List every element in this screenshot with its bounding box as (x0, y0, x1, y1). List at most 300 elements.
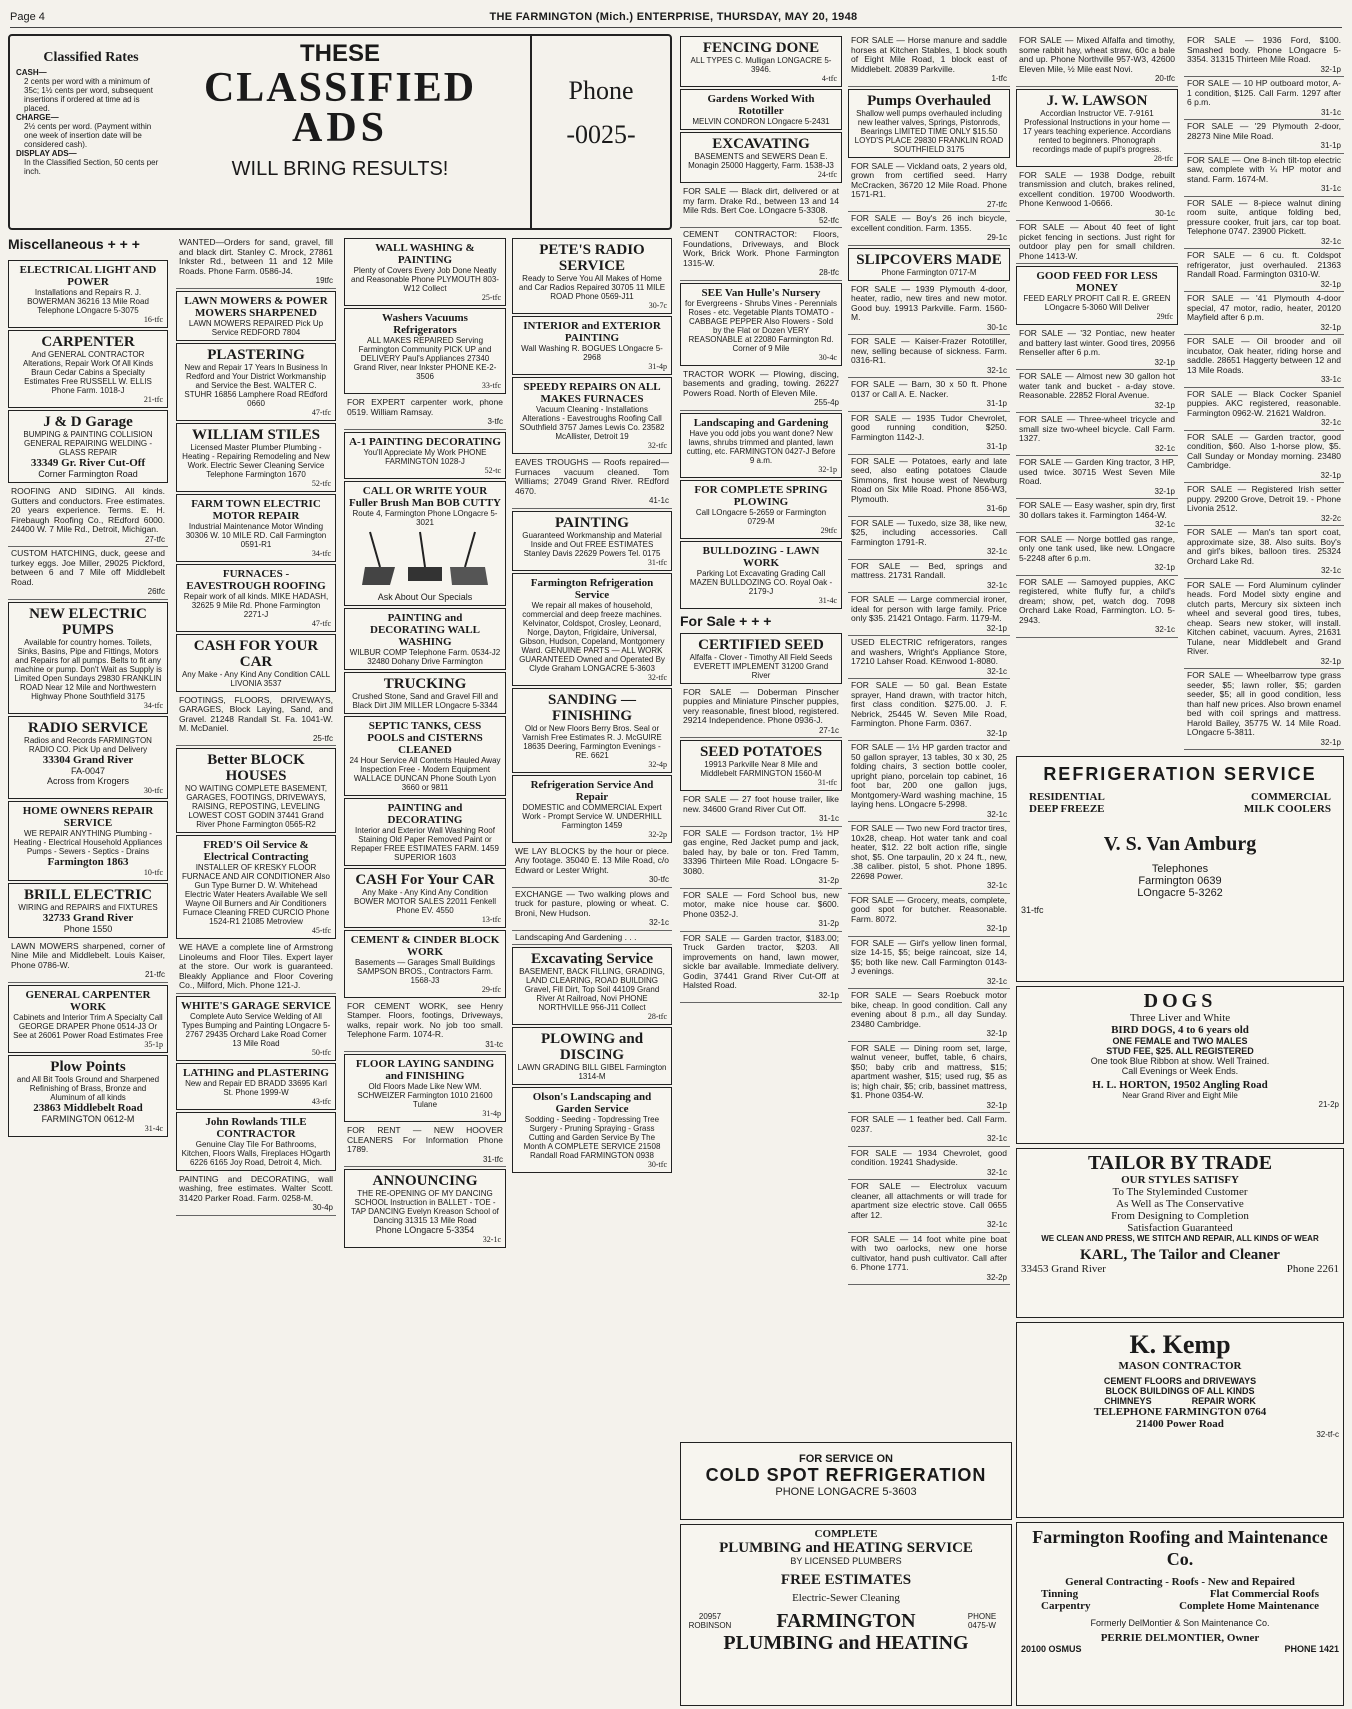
ad-tag: 31-1p (986, 442, 1007, 451)
roofing-l1: General Contracting - Roofs - New and Repaired (1065, 1576, 1295, 1588)
ad-heading: CARPENTER (41, 334, 135, 350)
ad-tag: 31-4p (648, 362, 667, 371)
ad-text: FOR SALE — Two new Ford tractor tires, 10x28, cheap. Hot water tank and coal heater, $12. 22 bolt action rifle, single shot, $5. One tarpaulin, 20 x 24 ft., new, .38 caliber. pistol, 5 shot. Phone 1895. 22698 Power. (851, 823, 1007, 881)
column-1 (8, 258, 168, 1704)
roofing-ad (1016, 1522, 1344, 1706)
classified-ad (1184, 154, 1344, 197)
classified-ad (176, 941, 336, 994)
ad-tag: 32-1c (1320, 236, 1341, 246)
ad-heading: John Rowlands TILE CONTRACTOR (205, 1115, 307, 1140)
roofing-title: Farmington Roofing and Maintenance Co. (1032, 1527, 1328, 1569)
ad-body: Genuine Clay Tile For Bathrooms, Kitchen, Floors Walls, Fireplaces HOgarth 6226 6165 Joy Road, Detroit 4, Mich. (181, 1139, 331, 1167)
cold-spot-l3: PHONE LONGACRE 5-3603 (775, 1486, 917, 1498)
ad-text: FOR CEMENT WORK, see Henry Stamper. Floors, footings, Driveways, walks, repair work. No job too small. Telephone Farm. 1074-R. (347, 1000, 503, 1039)
display-ad (344, 1054, 506, 1122)
roofing-l2a: Tinning (1041, 1588, 1079, 1600)
plumbing-addr: 20957 ROBINSON (688, 1612, 732, 1630)
ad-tag: 32-tfc (647, 441, 667, 450)
ad-tag: 35-1p (144, 1039, 163, 1049)
display-ad (1016, 89, 1178, 167)
display-ad (512, 377, 672, 454)
ad-body: ALL MAKES REPAIRED Serving Farmington Community PICK UP and DELIVERY Paul's Appliances 27340 Grand River, near Inkster PHONE KE-2-3506 (353, 336, 497, 381)
ad-body: Vacuum Cleaning - Installations Alterations - Eavestroughs Roofing Call SOuthfield 3757 James Lewis Co. 23582 McAllister, Detroit 19 (519, 405, 665, 441)
ad-heading: PETE'S RADIO SERVICE (539, 242, 645, 274)
display-ad (848, 89, 1010, 158)
classified-ad (680, 368, 842, 411)
ad-tag: 32-1c (986, 365, 1007, 375)
classified-ad (848, 593, 1010, 636)
ad-text: FOR SALE — Bed, springs and mattress. 21731 Randall. (851, 560, 1007, 580)
classified-ad (1016, 456, 1178, 499)
ad-body: NO WAITING COMPLETE BASEMENT, GARAGES, FOOTINGS, DRIVEWAYS, RAISING, REPOSTING, LEVELING LOWEST COST GODIN 37441 Grand River Phone Farmington 0565-R2 (185, 784, 327, 829)
ad-text: FOR SALE — Sears Roebuck motor bike, cheap. In good condition. Call any evening about 8 p.m., all day Sunday. 23480 Cambridge. (851, 990, 1007, 1029)
ad-tag: 32-1c (986, 881, 1007, 890)
ad-tag: 32-1p (1320, 737, 1341, 747)
ad-body: Radios and Records FARMINGTON RADIO CO. Pick Up and Delivery (24, 735, 152, 754)
ad-tag: 255-4p (814, 398, 839, 407)
classified-ad (848, 560, 1010, 594)
ad-text: LAWN MOWERS sharpened, corner of Nine Mile and Middlebelt. Louis Kaiser, Phone 0786-W. (11, 940, 165, 970)
cold-spot-l2: COLD SPOT REFRIGERATION (705, 1465, 987, 1485)
classified-ad (1184, 335, 1344, 388)
classified-ad (848, 937, 1010, 990)
ad-heading: SEPTIC TANKS, CESS POOLS and CISTERNS CLEANED (367, 719, 483, 756)
ad-text: CUSTOM HATCHING, duck, geese and turkey eggs. Joe Miller, 29025 Pickford, between 6 and 7 Mile off Middlebelt Road. (11, 548, 165, 587)
ad-text: FOR SALE — 1½ HP garden tractor and 50 gallon sprayer, 13 tables, 30 x 30, 25 folding chairs, 3 section bottle cooler, upright piano, porcelain top cabinet, 16 foot bar, 200 one gallon jugs, Montgomery-Ward washing machine, 15 laying hens. LOngacre 5-2998. (851, 742, 1007, 809)
ad-tag: 32-1c (986, 809, 1007, 819)
ad-body: Sodding - Seeding - Topdressing Tree Surgery - Pruning Spraying - Grass Cutting and Garden Service By The Month A COMPLETE SERVICE 21508 Randall Road FARMINGTON 0938 (523, 1115, 661, 1160)
classified-ad (848, 455, 1010, 517)
masthead (10, 6, 1342, 28)
phone-box (530, 36, 670, 228)
ad-tag: 28-tfc (818, 268, 839, 277)
display-ad (8, 1055, 168, 1137)
classified-ad (848, 1233, 1010, 1286)
ad-tag: 25-tfc (481, 293, 501, 302)
kemp-l5: TELEPHONE FARMINGTON 0764 (1093, 1406, 1267, 1418)
ad-tag: 31-1p (1320, 141, 1341, 150)
ad-text: FOOTINGS, FLOORS, DRIVEWAYS, GARAGES, Block Laying, Sand, and Gravel. 21248 Randall St. Fa. 1041-W. M. McDaniel. (179, 694, 333, 733)
ad-tag: 31-tfc (482, 1154, 503, 1164)
ad-tag: 32-1p (986, 1029, 1007, 1038)
ad-text: FOR SALE — 1935 Tudor Chevrolet, good running condition, $250. Farmington 1142-J. (851, 412, 1007, 442)
misc-header (8, 236, 168, 258)
classified-ad (680, 889, 842, 932)
classified-ad (680, 228, 842, 281)
display-ad (176, 1063, 336, 1110)
tailor-l7: KARL, The Tailor and Cleaner (1080, 1247, 1280, 1263)
roofing-l4: Formerly DelMontier & Son Maintenance Co. (1090, 1618, 1270, 1628)
ad-text: FOR SALE — Kaiser-Frazer Rototiller, new, selling because of sickness. Farm. 0316-R1. (851, 336, 1007, 365)
ad-tag: 29-1c (986, 233, 1007, 242)
refrig-tel: Telephones (1151, 863, 1209, 875)
banner-center (190, 40, 490, 181)
ad-text: FOR SALE — '29 Plymouth 2-door, 28273 Nine Mile Road. (1187, 121, 1341, 141)
ad-heading: J & D Garage (43, 414, 133, 430)
kemp-l3: BLOCK BUILDINGS OF ALL KINDS (1105, 1386, 1255, 1396)
ad-tag: 31-tfc (647, 557, 667, 567)
tailor-ad (1016, 1148, 1344, 1318)
ad-heading: CEMENT & CINDER BLOCK WORK (350, 933, 500, 958)
classified-ad (848, 989, 1010, 1042)
display-ad (680, 36, 842, 87)
display-ad (680, 132, 842, 183)
ad-heading: NEW ELECTRIC PUMPS (29, 605, 147, 638)
ad-body: And GENERAL CONTRACTOR Alterations, Repair Work Of All Kinds Braun Cedar Cabins a Specialty Estimates Free RUSSELL W. ELLIS Phone Farm. 1018-J (22, 350, 154, 395)
ad-tag: 32-1p (1320, 322, 1341, 332)
plumbing-name: FARMINGTON (776, 1610, 916, 1632)
plumbing-l6: PLUMBING and HEATING (723, 1632, 969, 1654)
dogs-title: DOGS (1143, 990, 1217, 1012)
dogs-l5: One took Blue Ribbon at show. Well Trained. (1090, 1056, 1270, 1066)
ad-tag: 41-1c (648, 496, 669, 505)
dogs-l1: Three Liver and White (1129, 1012, 1231, 1024)
ad-body: You'll Appreciate My Work PHONE FARMINGTON 1028-J (363, 447, 487, 466)
classified-ad (1016, 499, 1178, 533)
refrig-row (1021, 785, 1339, 821)
classified-ad (848, 378, 1010, 412)
ad-tag: 52-tfc (818, 215, 839, 225)
ad-tag: 28-tfc (647, 1012, 667, 1021)
ad-tag: 30-tfc (143, 785, 163, 795)
ad-heading: A-1 PAINTING DECORATING (349, 435, 501, 448)
display-ad (512, 1027, 672, 1085)
ad-text: FOR SALE — Electrolux vacuum cleaner, all attachments or will trade for apartment size electric stove. Call 0655 after 12. (851, 1181, 1007, 1220)
ad-body: WILBUR COMP Telephone Farm. 0534-J2 32480 Dohany Drive Farmington (349, 647, 501, 666)
ad-text: TRACTOR WORK — Plowing, discing, basements and grading, towing. 26227 Powers Road. North of Eleven Mile. (683, 368, 839, 398)
ad-tag: 33-tfc (481, 381, 501, 390)
classified-ad (1184, 483, 1344, 526)
ad-text: FOR SALE — Horse manure and saddle horses at Kitchen Stables, 1 block south of Eight Mile Road, 1 block east of Middlebelt. 20839 Parkville. (851, 35, 1007, 74)
display-ad (512, 1087, 672, 1173)
display-ad (8, 985, 168, 1053)
ad-text: ROOFING AND SIDING. All kinds. Gutters and conductors. Free estimates. 20 years experience. Terms. E. H. Firebaugh Roofing Co., REdford 6000. 24400 W. 7 Mile Rd., Detroit, Michigan. (11, 486, 165, 534)
display-ad (848, 248, 1010, 281)
classified-ad (848, 679, 1010, 741)
ad-tag: 32-1c (1320, 566, 1341, 575)
ad-text: FOR SALE — Doberman Pinscher puppies and Miniature Pinscher puppies, very reasonable, finest blood, registered. 29214 Independence. Phone 0936-J. (683, 686, 839, 725)
ad-text: PAINTING and DECORATING, wall washing, free estimates. Walter Scott. 31420 Parker Road. Farm. 0258-M. (179, 1173, 333, 1203)
ad-body: 19913 Parkville Near 8 Mile and Middlebelt FARMINGTON 1560-M (700, 760, 822, 778)
ad-tag: 13-tfc (481, 914, 501, 924)
ad-tag: 31-tfc (817, 778, 837, 787)
display-ad (344, 868, 506, 928)
ad-text: USED ELECTRIC refrigerators, ranges and washers, Wright's Appliance Store, 17210 Lahser Road. KEnwood 1-8080. (851, 637, 1007, 666)
display-ad (512, 573, 672, 686)
ad-addr: 32733 Grand River (42, 911, 134, 924)
ad-tag: 47-tfc (311, 618, 331, 628)
ad-body: Licensed Master Plumber Plumbing - Heating - Repairing Remodeling and New Work. Electric Sewer Cleaning Service Telephone Farmington 1670 (182, 442, 330, 479)
ad-tag: 33-1c (1320, 375, 1341, 384)
tailor-l4: From Designing to Completion (1111, 1210, 1249, 1222)
ad-heading: Olson's Landscaping and Garden Service (532, 1091, 652, 1115)
ad-heading: LAWN MOWERS & POWER MOWERS SHARPENED (184, 294, 328, 319)
plumbing-row (685, 1610, 1007, 1632)
banner-ads: ADS (291, 105, 389, 151)
display-ad (176, 494, 336, 562)
refrig-title: REFRIGERATION SERVICE (1043, 764, 1317, 784)
display-ad (680, 89, 842, 130)
classified-ad (344, 396, 506, 430)
column-5 (680, 34, 842, 1434)
ad-tag: 30-tfc (648, 875, 669, 884)
ad-heading: SEED POTATOES (699, 744, 823, 760)
classified-ad (344, 1000, 506, 1053)
ad-heading: GENERAL CARPENTER WORK (25, 988, 151, 1013)
ad-heading: CASH FOR YOUR CAR (193, 637, 319, 670)
ad-text: FOR SALE — Registered Irish setter puppy. 29200 Grove, Detroit 19. - Phone Livonia 2512. (1187, 484, 1341, 513)
ad-tag: 32-1p (818, 990, 839, 1000)
ad-text: FOR SALE — Garden King tractor, 3 HP, used twice. 30715 West Seven Mile Road. (1019, 457, 1175, 486)
dogs-l3: ONE FEMALE and TWO MALES (1112, 1036, 1248, 1046)
ad-tag: 52-tc (484, 465, 501, 475)
column-4 (512, 236, 672, 1704)
ad-body: Any Make - Any Kind Any Condition BOWER MOTOR SALES 22011 Fenkell Phone EV. 4550 (354, 887, 496, 915)
ad-body: and All Bit Tools Ground and Sharpened Refinishing of Brass, Bronze and Aluminum of all kinds (16, 1074, 160, 1102)
classified-ad (512, 931, 672, 946)
ad-text: FOR SALE — 1936 Ford, $100. Smashed body. Phone LOngacre 5-3354. 31315 Thirteen Mile Road. (1187, 35, 1341, 64)
kemp-ad (1016, 1322, 1344, 1518)
ad-tag: 3-tfc (487, 417, 503, 426)
display-ad (344, 798, 506, 866)
classified-ad (680, 827, 842, 889)
ad-body: BASEMENT, BACK FILLING, GRADING, LAND CLEARING, ROAD BUILDING Gravel, Fill Dirt, Top Soil 44109 Grand River At Railroad, Novi PHONE NORTHVILLE 956-J11 Collect (519, 967, 665, 1012)
ad-body: BASEMENTS and SEWERS Dean E. Monagin 25000 Haggerty, Farm. 1538-J3 (688, 152, 834, 170)
display-ad (8, 602, 168, 714)
ad-tag: 34-tfc (311, 548, 331, 558)
kemp-title: K. Kemp (1129, 1330, 1231, 1359)
ad-tag: 27-tfc (986, 199, 1007, 209)
ad-addr2: FA-0047 (70, 765, 106, 776)
ad-tag: 31-2p (818, 919, 839, 928)
ad-tag: 32-1p (1154, 563, 1175, 572)
ad-addr: 23863 Middlebelt Road (33, 1101, 143, 1114)
display-ad (512, 316, 672, 375)
ad-tag: 28-tfc (1153, 153, 1173, 163)
ad-tag: 19tfc (315, 276, 333, 285)
display-ad (176, 343, 336, 421)
ad-tag: 30-7c (648, 301, 667, 310)
ad-tag: 43-tfc (311, 1096, 331, 1106)
ad-body: FEED EARLY PROFIT Call R. E. GREEN LOngacre 5-3060 Will Deliver (1023, 294, 1171, 312)
classified-ad (848, 1180, 1010, 1233)
ad-heading: SLIPCOVERS MADE (856, 251, 1002, 268)
refrig-tag: 31-tfc (1021, 905, 1044, 915)
ad-text: EAVES TROUGHS — Roofs repaired—Furnaces vacuum cleaned. Tom Williams; 27049 Grand River. REdford 4670. (515, 457, 669, 496)
ad-heading: ANNOUNCING (372, 1173, 478, 1189)
ad-body: Industrial Maintenance Motor Winding 30306 W. 10 MILE RD. Call Farmington 0591-R1 (185, 521, 327, 549)
ad-heading: Pumps Overhauled (867, 92, 991, 109)
kemp-l4a: CHIMNEYS (1104, 1396, 1152, 1406)
ad-heading: CALL OR WRITE YOUR Fuller Brush Man BOB CUTTY (349, 484, 501, 509)
ad-text: FOR SALE — Dining room set, large, walnut veneer, buffet, table, 6 chairs, $50; baby crib and mattress, $15; apartment washer, $15; used rug, $5 as is; high chair, $5; crib, bassinet mattress, $1. Phone 0354-W. (851, 1042, 1007, 1100)
ad-text: FOR SALE — 1938 Dodge, rebuilt transmission and clutch, brakes relined, excellent condition. 19700 Woodworth. Phone Kenwood 1-0666. (1019, 169, 1175, 208)
ad-body: DOMESTIC and COMMERCIAL Expert Work - Prompt Service W. UNDERHILL Farmington 1459 (522, 802, 662, 830)
ad-body: New and Repair ED BRADD 33695 Karl St. Phone 1999-W (185, 1078, 327, 1097)
banner-classified: CLASSIFIED (203, 65, 477, 111)
cold-spot-ad (680, 1442, 1012, 1520)
roofing-row2 (1021, 1588, 1339, 1600)
dogs-l7: H. L. HORTON, 19502 Angling Road (1092, 1079, 1268, 1091)
ad-addr: 33349 Gr. River Cut-Off (30, 457, 146, 469)
display-ad (8, 801, 168, 881)
display-ad (680, 541, 842, 609)
ad-tag: 31-1c (1320, 184, 1341, 193)
ad-body: Any Make - Any Kind Any Condition CALL LIVONIA 3537 (181, 669, 331, 688)
ad-tag: 30-4p (312, 1203, 333, 1212)
display-ad (512, 947, 672, 1025)
ad-heading: EXCAVATING (712, 136, 810, 152)
ad-body: THE RE-OPENING OF MY DANCING SCHOOL Instruction in BALLET - TOE - TAP DANCING Evelyn Kreason School of Dancing 31315 13 Mile Road (351, 1189, 499, 1225)
ad-body: Cabinets and Interior Trim A Specialty Call GEORGE DRAPER Phone 0514-J3 Or See at 26061 Power Road Estimates Free (13, 1012, 163, 1040)
plumbing-l1: COMPLETE (814, 1528, 878, 1540)
plumbing-l2: PLUMBING and HEATING SERVICE (719, 1540, 973, 1556)
ad-body: Shallow well pumps overhauled including new leather valves, Springs, Pistonrods, Bearings LIMITED TIME ONLY $15.50 LOYD'S PLACE 29830 FRANKLIN ROAD SOUTHFIELD 3175 (854, 108, 1004, 154)
rates-charge-text: 2½ cents per word. (Payment within one week of insertion date will be considered cash). (24, 122, 152, 149)
ad-heading: WALL WASHING & PAINTING (375, 242, 475, 266)
ad-body: BUMPING & PAINTING COLLISION GENERAL REPAIRING WELDING - GLASS REPAIR (23, 430, 153, 457)
column-8 (1184, 34, 1344, 750)
ad-heading: Gardens Worked With Rototiller (707, 93, 815, 117)
ad-tag: 4-tfc (821, 74, 837, 83)
display-ad (1016, 266, 1178, 325)
ad-body: Ready to Serve You All Makes of Home and Car Radios Repaired 30705 11 MILE ROAD Phone 0569-J11 (518, 274, 666, 301)
display-ad (344, 672, 506, 714)
ad-text: FOR SALE — Easy washer, spin dry, first 30 dollars takes it. Farmington 1464-W. (1019, 500, 1175, 520)
classified-ad (848, 1113, 1010, 1147)
ad-body: Basements — Garages Small Buildings SAMPSON BROS., Contractors Farm. 1568-J3 (354, 957, 496, 985)
classified-ad (1016, 221, 1178, 264)
ad-body: Route 4, Farmington Phone LOngacre 5-3021 (352, 508, 498, 527)
ad-text: FOR SALE — Mixed Alfalfa and timothy, some rabbit hay, wheat straw, 60c a bale and up. Phone Northville 957-W3, 42600 Eleven Mile, ½ Mile east Novi. (1019, 35, 1175, 74)
ad-text: FOR RENT — NEW HOOVER CLEANERS For Information Phone 1789. (347, 1125, 503, 1154)
ad-tag: 32-1p (986, 623, 1007, 633)
display-ad (344, 930, 506, 998)
ad-tag: 27-tfc (144, 534, 165, 544)
ad-heading: CERTIFIED SEED (698, 636, 824, 653)
ad-tag: 32-1p (986, 924, 1007, 933)
ad-text: FOR SALE — Garden tractor, good condition, $60. Also 1-horse plow, $5. Call Sunday or Monday morning. 23480 Cambridge. (1187, 431, 1341, 470)
ad-body: Old or New Floors Berry Bros. Seal or Varnish Free Estimates R. J. McGUIRE 18635 Deering, Farmington Evenings - RE. 6621 (522, 723, 662, 760)
refrig-right2: MILK COOLERS (1243, 803, 1331, 815)
banner-these: THESE (299, 40, 380, 67)
ad-tag: 32-1p (1154, 486, 1175, 496)
ad-foot: Phone LOngacre 5-3354 (375, 1225, 475, 1235)
ad-text: WE HAVE a complete line of Armstrong Linoleums and Floor Tiles. Expert layer at the store. Our work is guaranteed. Bleakly Appliance and Floor Covering Co., Milford, Mich. Phone 121-J. (179, 942, 333, 990)
ad-heading: PAINTING and DECORATING WALL WASHING (370, 611, 480, 648)
kemp-l1: MASON CONTRACTOR (1118, 1360, 1242, 1372)
plumbing-l3: BY LICENSED PLUMBERS (790, 1556, 902, 1566)
ad-text: FOR SALE — Girl's yellow linen formal, size 14-15, $5; beige raincoat, size 14, $5; both like new. Call Farmington 0143-J evenings. (851, 937, 1007, 976)
display-ad (8, 410, 168, 483)
ad-addr2: Corner Farmington Road (38, 469, 138, 479)
ad-body: Call LOngacre 5-2659 or Farmington 0729-M (695, 507, 827, 526)
display-ad (680, 633, 842, 684)
ad-tag: 32-2p (648, 829, 667, 839)
ad-tag: 25-tfc (312, 733, 333, 743)
ad-tag: 26tfc (147, 587, 165, 596)
classified-ad (848, 335, 1010, 378)
ad-tag: 31-2p (818, 876, 839, 885)
ad-tag: 31-1c (1320, 107, 1341, 117)
classified-ad (512, 888, 672, 931)
ad-heading: TRUCKING (383, 675, 467, 692)
ad-tag: 32-1p (1154, 400, 1175, 410)
classified-ad (8, 547, 168, 600)
ad-tag: 31-6p (986, 504, 1007, 513)
ad-text: FOR SALE — 10 HP outboard motor, A-1 condition, $125. Call Farm. 1297 after 6 p.m. (1187, 78, 1341, 107)
ad-heading: CASH For Your CAR (355, 871, 495, 888)
kemp-l4b: REPAIR WORK (1191, 1396, 1256, 1406)
roofing-row3 (1021, 1600, 1339, 1612)
kemp-l6: 21400 Power Road (1136, 1418, 1224, 1430)
ad-text: FOR SALE — Man's tan sport coat, approximate size, 38. Also suits. Boy's and girl's bikes, balloon tires. 25324 Orchard Lake Rd. (1187, 527, 1341, 566)
classified-ad (176, 236, 336, 289)
classified-rates (16, 50, 166, 176)
display-ad (680, 740, 842, 791)
ad-tag: 32-1c (986, 580, 1007, 590)
rates-display-label: DISPLAY ADS— (16, 149, 77, 158)
ad-tag: 31-tc (485, 1039, 503, 1049)
ad-body: for Evergreens - Shrubs Vines - Perennials Roses - etc. Vegetable Plants TOMATO - CABBAGE PEPPER Also Flowers - Sold by the Flat or Dozen VERY REASONABLE at 22080 Farmington Rd. Corner of 9 Mile (685, 298, 837, 353)
classified-ad (848, 1147, 1010, 1181)
ad-text: FOR SALE — '32 Pontiac, new heater and battery last winter. Good tires, 20956 Renseller after 6 p.m. (1019, 328, 1175, 357)
ad-tag: 32-1c (1154, 443, 1175, 453)
tailor-l2: To The Styleminded Customer (1112, 1186, 1248, 1198)
ad-text: FOR SALE — 50 gal. Bean Estate sprayer, Hand drawn, with tractor hitch, first class condition. $275.00. J. F. Nebrick, 25445 W. Seven Mile Road, Farmington. Phone Farm. 0367. (851, 680, 1007, 728)
ad-body: WIRING and REPAIRS and FIXTURES (18, 902, 158, 912)
classified-ad (1184, 249, 1344, 292)
ad-tag: 31-4c (144, 1123, 163, 1133)
ad-text: FOR SALE — Boy's 26 inch bicycle, excellent condition. Farm. 1355. (851, 213, 1007, 233)
ad-tag: 30-1c (1154, 208, 1175, 218)
classified-ad (1016, 34, 1178, 87)
ad-text: FOR SALE — 1934 Chevrolet, good condition. 19241 Shadyside. (851, 1147, 1007, 1167)
ad-text: FOR SALE — Vickland oats, 2 years old, grown from certified seed. Harry McCracken, 36720 12 Mile Road. Phone 1571-R1. (851, 160, 1007, 199)
ad-tag: 21-tfc (143, 395, 163, 404)
for-sale-header: For Sale + + + (680, 612, 772, 629)
ad-tag: 32-1c (986, 976, 1007, 986)
dogs-l8: Near Grand River and Eight Mile (1122, 1091, 1238, 1100)
tailor-footer (1021, 1263, 1339, 1275)
ad-tag: 32-1p (1320, 470, 1341, 480)
display-ad (176, 996, 336, 1061)
ad-body: Accordian Instructor VE. 7-9161 Professional Instructions in your home — 17 years teaching experience. Accordians rented to beginners. Phonograph recordings made of pupil's progress. (1022, 108, 1172, 154)
ad-text: EXCHANGE — Two walking plows and truck for pasture, plowing or wheat. C. Broni, New Hudson. (515, 888, 669, 918)
ad-tag: 32-1p (986, 1100, 1007, 1110)
ad-body: Have you odd jobs you want done? New lawns, shrubs trimmed and planted, lawn cutting, etc. FARMINGTON 0427-J Before 9 a.m. (686, 428, 836, 465)
ad-tag: 32-1c (648, 918, 669, 927)
ad-tag: 31-1c (818, 814, 839, 823)
ad-addr2: FARMINGTON 0612-M (41, 1113, 135, 1124)
ad-heading: FOR COMPLETE SPRING PLOWING (694, 483, 828, 508)
ad-text: Landscaping And Gardening . . . (515, 931, 637, 942)
display-ad (680, 480, 842, 539)
tailor-l6: WE CLEAN AND PRESS, WE STITCH AND REPAIR, ALL KINDS OF WEAR (1041, 1234, 1319, 1243)
ad-tag: 32-1c (986, 547, 1007, 556)
classified-ad (1184, 388, 1344, 431)
rates-cash-label: CASH— (16, 68, 47, 77)
tailor-addr: 33453 Grand River (1021, 1263, 1106, 1275)
ad-tag: 32-1c (986, 1220, 1007, 1229)
ad-text: FOR SALE — Grocery, meats, complete, good spot for butcher. Reasonable. Farm. 8072. (851, 894, 1007, 924)
display-ad (176, 748, 336, 833)
ad-heading: SANDING — FINISHING (548, 691, 636, 724)
ad-heading: PAINTING (555, 514, 629, 531)
ad-tag: 32-1p (1320, 656, 1341, 666)
ad-text: FOR SALE — About 40 feet of light picket fencing in sections. Just right for outdoor play pen for small children. Phone 1413-W. (1019, 222, 1175, 261)
ad-tag: 1-tfc (991, 74, 1007, 83)
